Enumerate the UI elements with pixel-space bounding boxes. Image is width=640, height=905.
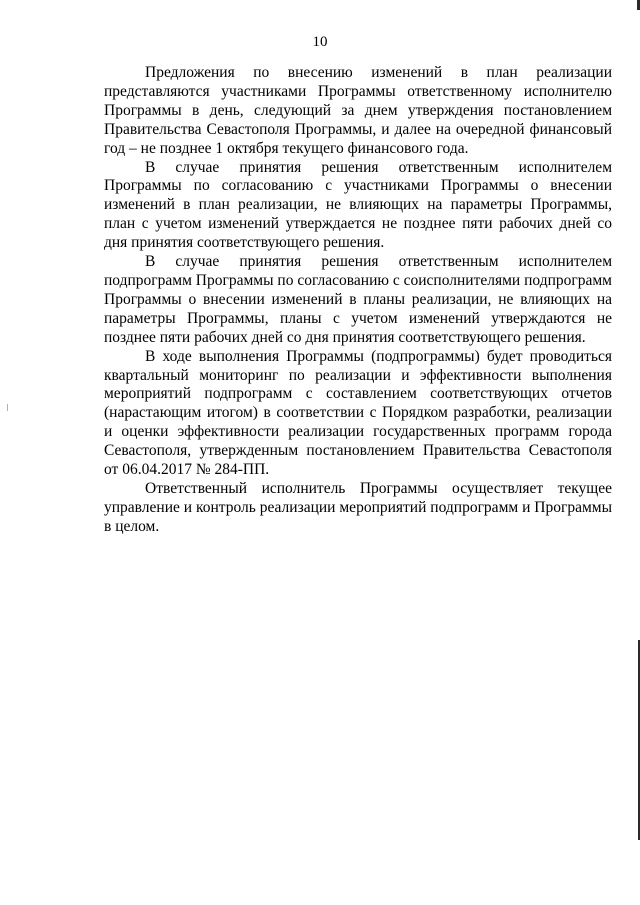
- paragraph-monitoring: В ходе выполнения Программы (подпрограммы) будет проводиться квартальный мониторинг по реализации и эффективности выполнения мероприятий подпрограмм с составлением соответствующих отчетов (нарастающим итогом) в соответствии с Порядком разработки, реализации и оценки эффективности реализации государственных программ города Севастополя, утвержденным постановлением Правительства Севастополя от 06.04.2017 № 284-ПП.: [104, 347, 612, 479]
- page-number: 10: [312, 34, 328, 50]
- paragraph-management-control: Ответственный исполнитель Программы осуществляет текущее управление и контроль реализации мероприятий подпрограмм и Программы в целом.: [104, 479, 612, 535]
- scan-speck: [7, 404, 8, 411]
- paragraph-plan-proposals: Предложения по внесению изменений в план реализации представляются участниками Программы ответственному исполнителю Программы в день, следующий за днем утверждения постановлением Правительства Севастополя Программы, и далее на очередной финансовый год – не позднее 1 октября текущего финансового года.: [104, 64, 612, 157]
- paragraph-subprogram-changes: В случае принятия решения ответственным исполнителем подпрограмм Программы по согласованию с соисполнителями подпрограмм Программы о внесении изменений в планы реализации, не влияющих на параметры Программы, планы с учетом изменений утверждаются не позднее пяти рабочих дней со дня принятия соответствующего решения.: [104, 253, 612, 346]
- paragraph-program-changes: В случае принятия решения ответственным исполнителем Программы по согласованию с участниками Программы о внесении изменений в план реализации, не влияющих на параметры Программы, план с учетом изменений утверждается не позднее пяти рабочих дней со дня принятия соответствующего решения.: [104, 158, 612, 252]
- document-body: [104, 64, 612, 537]
